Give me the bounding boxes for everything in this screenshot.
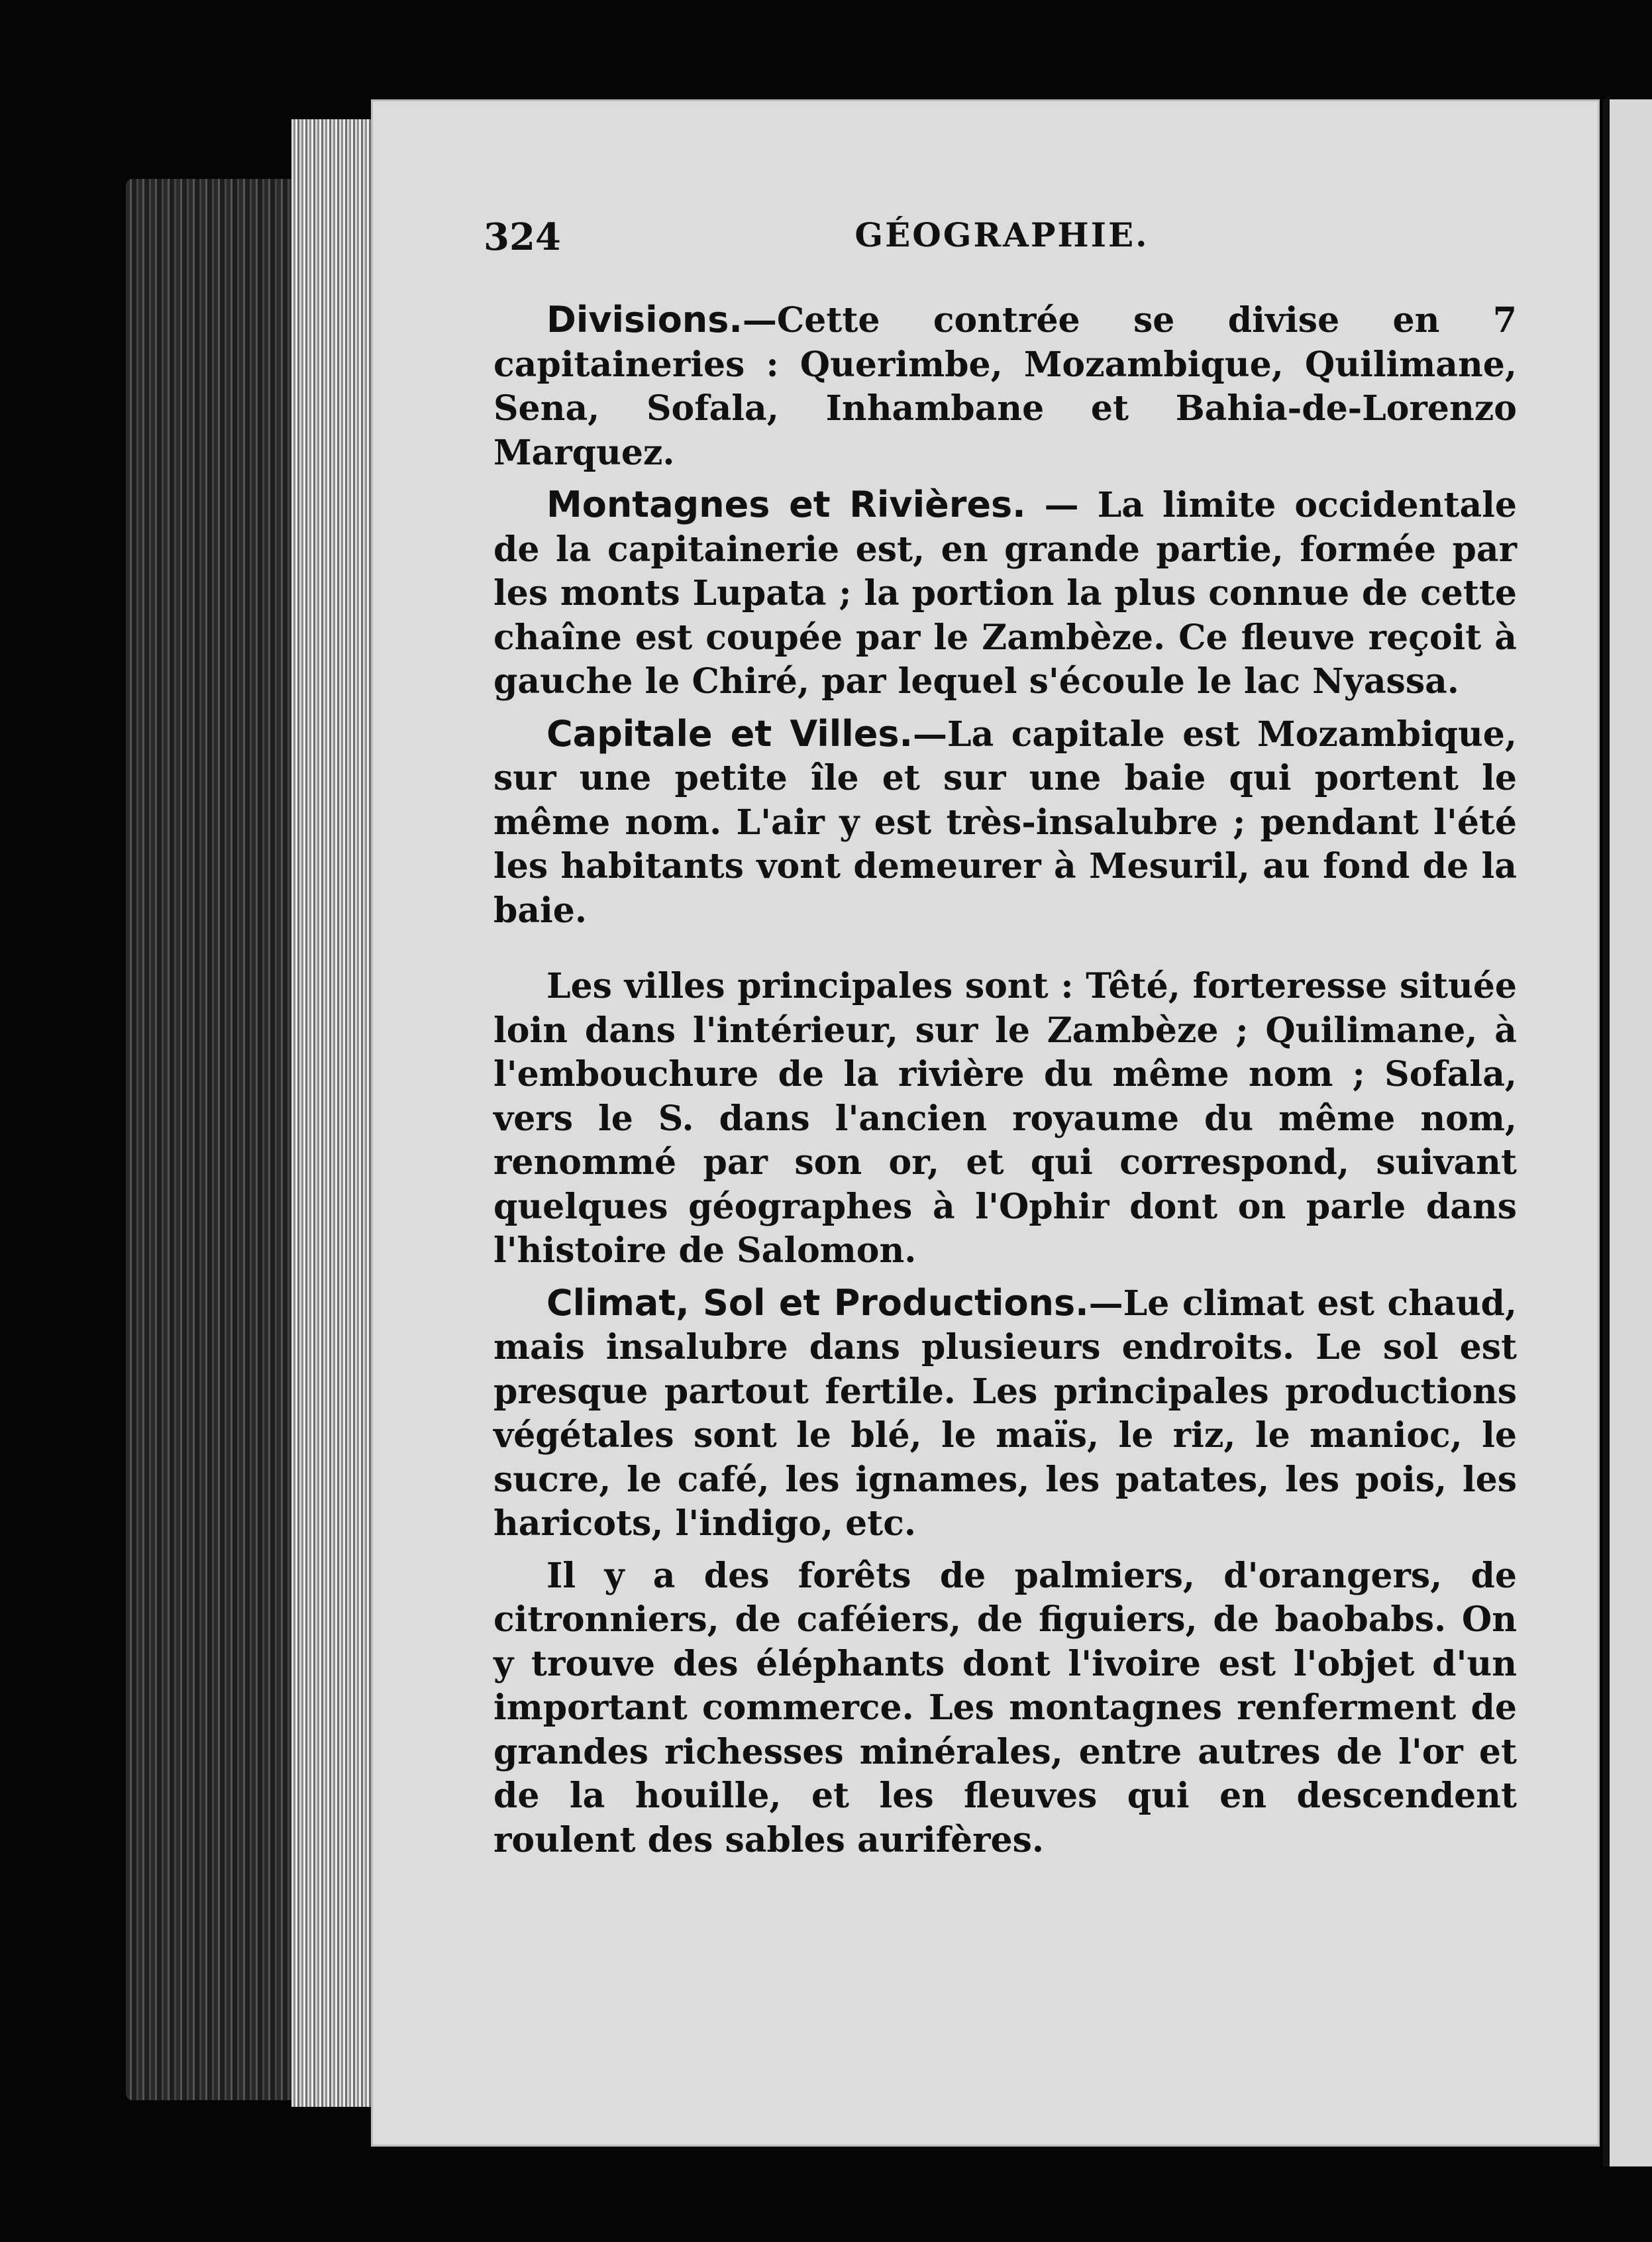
running-title: GÉOGRAPHIE.: [854, 215, 1149, 254]
paragraph-text: —Cette contrée se divise en 7 capitaineries : Querimbe, Mozambique, Quilimane, Sena, Sofala, Inhambane et Bahia-de-Lorenzo Marquez.: [493, 300, 1517, 473]
body-text: [493, 298, 1517, 1870]
paragraph-text: Il y a des forêts de palmiers, d'orangers, de citronniers, de caféiers, de figuiers, de baobabs. On y trouve des éléphants dont l'ivoire est l'objet d'un important commerce. Les montagnes renferment de grandes richesses minérales, entre autres de l'or et de la houille, et les fleuves qui en descendent roulent des sables aurifères.: [493, 1555, 1517, 1860]
paragraph-text: —La capitale est Mozambique, sur une petite île et sur une baie qui portent le même nom. L'air y est très-insalubre ; pendant l'été les habitants vont demeurer à Mesuril, au fond de la baie.: [493, 714, 1517, 931]
section-heading: Climat, Sol et Productions.: [546, 1281, 1089, 1324]
paragraph-text: —Le climat est chaud, mais insalubre dans plusieurs endroits. Le sol est presque partout fertile. Les principales productions végétales sont le blé, le maïs, le riz, le manioc, le sucre, le café, les ignames, les patates, les pois, les haricots, l'indigo, etc.: [493, 1283, 1517, 1544]
book-page: [371, 99, 1600, 2147]
section-heading: Divisions.: [546, 299, 743, 341]
section-heading: Montagnes et Rivières.: [546, 484, 1026, 525]
running-head: [484, 215, 1520, 275]
paragraph-divisions: [493, 298, 1517, 475]
facing-page-edge: [1603, 99, 1652, 2166]
paragraph-climat: [493, 1281, 1517, 1546]
paragraph-text: Les villes principales sont : Têté, forteresse située loin dans l'intérieur, sur le Zambèze ; Quilimane, à l'embouchure de la rivière du même nom ; Sofala, vers le S. dans l'ancien royaume du même nom, renommé par son or, et qui correspond, suivant quelques géographes à l'Ophir dont on parle dans l'histoire de Salomon.: [493, 966, 1517, 1271]
paragraph-villes: [493, 965, 1517, 1273]
paragraph-forets: [493, 1554, 1517, 1863]
section-heading: Capitale et Villes.: [546, 712, 913, 755]
page-number: 324: [484, 215, 561, 259]
paragraph-text: — La limite occidentale de la capitainerie est, en grande partie, formée par les monts Lupata ; la portion la plus connue de cette chaîne est coupée par le Zambèze. Ce fleuve reçoit à gauche le Chiré, par lequel s'écoule le lac Nyassa.: [493, 485, 1517, 702]
paragraph-capitale: [493, 712, 1517, 934]
paragraph-montagnes: [493, 483, 1517, 704]
